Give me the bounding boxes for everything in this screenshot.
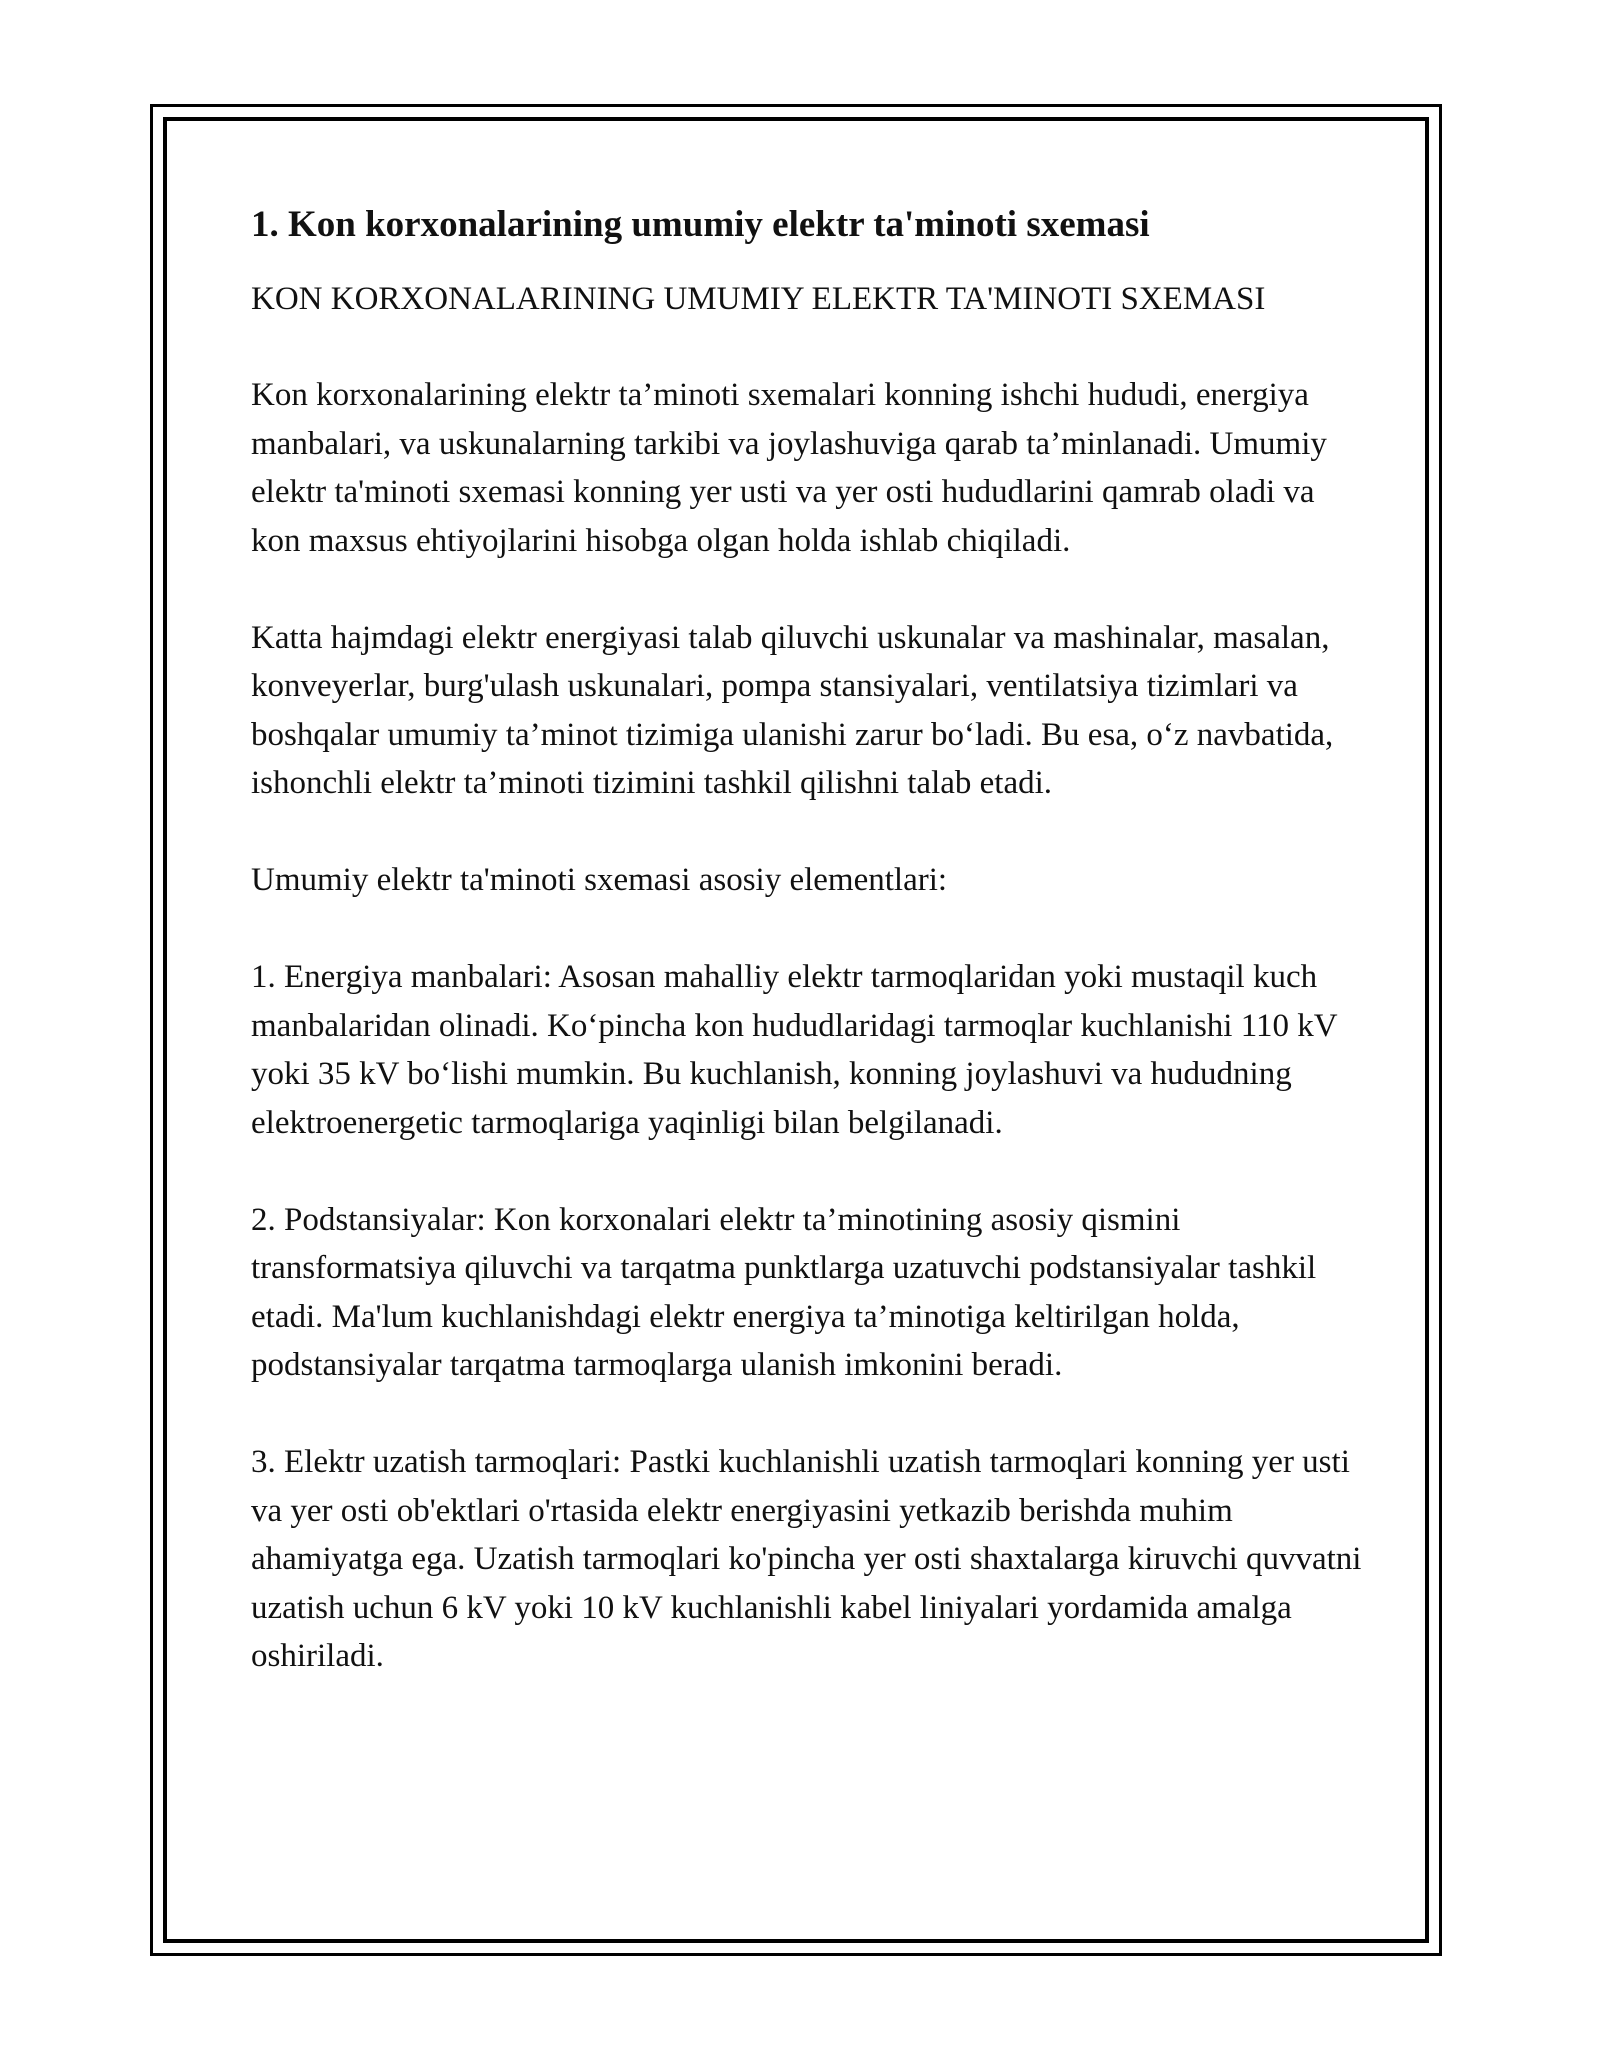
paragraph-elements-intro: Umumiy elektr ta'minoti sxemasi asosiy elementlari:: [251, 862, 948, 898]
page-title: 1. Kon korxonalarining umumiy elektr ta'minoti sxemasi: [251, 204, 1150, 245]
list-item-energy-sources: 1. Energiya manbalari: Asosan mahalliy elektr tarmoqlaridan yoki mustaqil kuch manbalaridan olinadi. Ko‘pincha kon hududlaridagi tarmoqlar kuchlanishi 110 kV yoki 35 kV bo‘lishi mumkin. Bu kuchlanish, konning joylashuvi va hududning elektroenergetic tarmoqlariga yaqinligi bilan belgilanadi.: [251, 959, 1337, 1141]
paragraph-intro: Kon korxonalarining elektr ta’minoti sxemalari konning ishchi hududi, energiya manbalari, va uskunalarning tarkibi va joylashuviga qarab ta’minlanadi. Umumiy elektr ta'minoti sxemasi konning yer usti va yer osti hududlarini qamrab oladi va kon maxsus ehtiyojlarini hisobga olgan holda ishlab chiqiladi.: [251, 377, 1327, 559]
page-border-inner: [163, 117, 1429, 1943]
document-body: [251, 201, 1371, 1681]
paragraph-equipment: Katta hajmdagi elektr energiyasi talab qiluvchi uskunalar va mashinalar, masalan, konveyerlar, burg'ulash uskunalari, pompa stansiyalari, ventilatsiya tizimlari va boshqalar umumiy ta’minot tizimiga ulanishi zarur bo‘ladi. Bu esa, o‘z navbatida, ishonchli elektr ta’minoti tizimini tashkil qilishni talab etadi.: [251, 619, 1334, 801]
section-subheading: KON KORXONALARINING UMUMIY ELEKTR TA'MINOTI SXEMASI: [251, 281, 1266, 317]
list-item-transmission-networks: 3. Elektr uzatish tarmoqlari: Pastki kuchlanishli uzatish tarmoqlari konning yer usti va yer osti ob'ektlari o'rtasida elektr energiyasini yetkazib berishda muhim ahamiyatga ega. Uzatish tarmoqlari ko'pincha yer osti shaxtalarga kiruvchi quvvatni uzatish uchun 6 kV yoki 10 kV kuchlanishli kabel liniyalari yordamida amalga oshiriladi.: [251, 1444, 1362, 1674]
page-border-outer: [150, 104, 1442, 1956]
list-item-substations: 2. Podstansiyalar: Kon korxonalari elektr ta’minotining asosiy qismini transformatsiya qiluvchi va tarqatma punktlarga uzatuvchi podstansiyalar tashkil etadi. Ma'lum kuchlanishdagi elektr energiya ta’minotiga keltirilgan holda, podstansiyalar tarqatma tarmoqlarga ulanish imkonini beradi.: [251, 1201, 1317, 1383]
